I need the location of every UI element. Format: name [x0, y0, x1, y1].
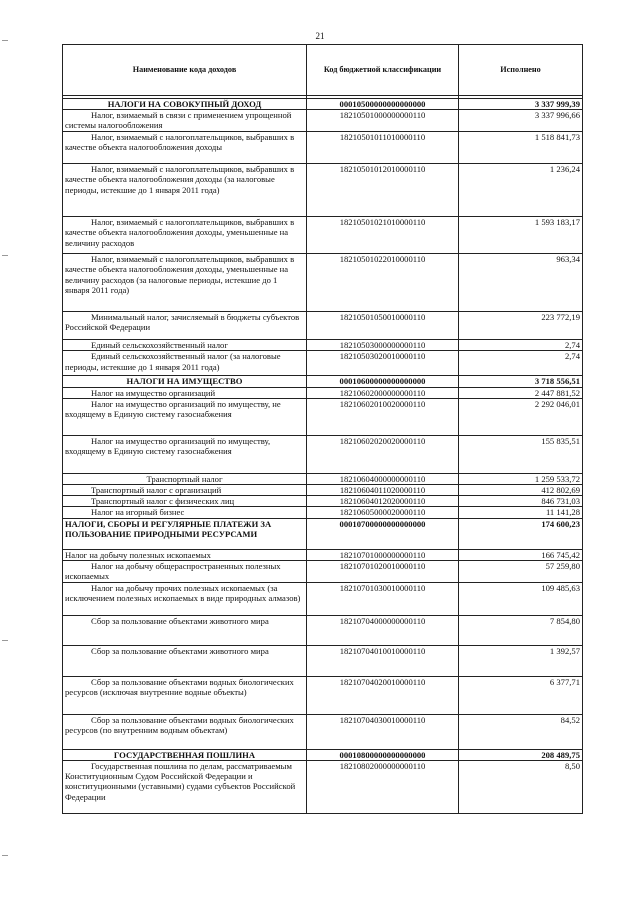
margin-mark: [2, 855, 8, 856]
row-code-cell: 18210701020010000110: [307, 560, 459, 582]
header-code: Код бюджетной классификации: [307, 45, 459, 96]
row-name-cell: Налог на добычу общераспространенных полезных ископаемых: [63, 560, 307, 582]
row-code-cell: 00010800000000000000: [307, 749, 459, 760]
table-row: [63, 714, 583, 749]
row-value-cell: 57 259,80: [459, 560, 583, 582]
row-name-cell: НАЛОГИ НА СОВОКУПНЫЙ ДОХОД: [63, 99, 307, 110]
row-code-cell: 18210605000020000110: [307, 507, 459, 518]
row-code-cell: 18210802000000000110: [307, 761, 459, 814]
table-row: [63, 549, 583, 560]
table-row: [63, 560, 583, 582]
row-code-cell: 18210701030010000110: [307, 582, 459, 615]
row-name-cell: Транспортный налог: [63, 473, 307, 484]
table-row: [63, 518, 583, 549]
row-name-cell: Сбор за пользование объектами животного мира: [63, 645, 307, 676]
table-row: [63, 376, 583, 387]
row-value-cell: 1 518 841,73: [459, 132, 583, 164]
table-row: [63, 398, 583, 435]
row-value-cell: 963,34: [459, 254, 583, 312]
row-name-cell: Налог на имущество организаций по имуществу, не входящему в Единую систему газоснабжения: [63, 398, 307, 435]
table-row: [63, 676, 583, 714]
row-value-cell: 109 485,63: [459, 582, 583, 615]
row-name-cell: Транспортный налог с организаций: [63, 485, 307, 496]
row-name-cell: Сбор за пользование объектами водных биологических ресурсов (исключая внутренние водные объекты): [63, 676, 307, 714]
table-row: [63, 254, 583, 312]
row-code-cell: 00010500000000000000: [307, 99, 459, 110]
row-code-cell: 00010700000000000000: [307, 518, 459, 549]
margin-mark: [2, 640, 8, 641]
row-name-cell: НАЛОГИ НА ИМУЩЕСТВО: [63, 376, 307, 387]
row-name-cell: Налог, взимаемый с налогоплательщиков, выбравших в качестве объекта налогообложения доходы (за налоговые периоды, истекшие до 1 января 2011 года): [63, 164, 307, 217]
margin-mark: [2, 40, 8, 41]
row-code-cell: 18210602020020000110: [307, 435, 459, 473]
row-value-cell: 846 731,03: [459, 496, 583, 507]
row-name-cell: Налог на добычу полезных ископаемых: [63, 549, 307, 560]
table-row: [63, 164, 583, 217]
table-row: [63, 351, 583, 376]
row-code-cell: 00010600000000000000: [307, 376, 459, 387]
table-row: [63, 582, 583, 615]
table-row: [63, 496, 583, 507]
row-code-cell: 18210501012010000110: [307, 164, 459, 217]
table-row: [63, 99, 583, 110]
table-header-row: [63, 45, 583, 96]
page-number: 21: [315, 31, 325, 41]
row-code-cell: 18210602000000000110: [307, 387, 459, 398]
row-value-cell: 166 745,42: [459, 549, 583, 560]
row-name-cell: Налог, взимаемый с налогоплательщиков, выбравших в качестве объекта налогообложения доходы, уменьшенные на величину расходов: [63, 217, 307, 254]
row-code-cell: 18210704010010000110: [307, 645, 459, 676]
row-code-cell: 18210501021010000110: [307, 217, 459, 254]
table-row: [63, 615, 583, 645]
margin-mark: [2, 255, 8, 256]
row-name-cell: Сбор за пользование объектами животного мира: [63, 615, 307, 645]
row-code-cell: 18210501022010000110: [307, 254, 459, 312]
row-value-cell: 7 854,80: [459, 615, 583, 645]
table-row: [63, 387, 583, 398]
row-name-cell: Налог на имущество организаций по имуществу, входящему в Единую систему газоснабжения: [63, 435, 307, 473]
row-code-cell: 18210704030010000110: [307, 714, 459, 749]
row-code-cell: 18210501050010000110: [307, 312, 459, 340]
row-value-cell: 8,50: [459, 761, 583, 814]
row-code-cell: 18210602010020000110: [307, 398, 459, 435]
row-name-cell: Налог на имущество организаций: [63, 387, 307, 398]
row-name-cell: Государственная пошлина по делам, рассматриваемым Конституционным Судом Российской Федерации и конституционными (уставными) судами субъектов Российской Федерации: [63, 761, 307, 814]
row-code-cell: 18210701000000000110: [307, 549, 459, 560]
row-code-cell: 18210501000000000110: [307, 110, 459, 132]
row-code-cell: 18210503020010000110: [307, 351, 459, 376]
table-body: [63, 99, 583, 814]
table-row: [63, 435, 583, 473]
row-code-cell: 18210503000000000110: [307, 340, 459, 351]
table-row: [63, 485, 583, 496]
header-name: Наименование кода доходов: [63, 45, 307, 96]
row-value-cell: 174 600,23: [459, 518, 583, 549]
row-value-cell: 412 802,69: [459, 485, 583, 496]
row-code-cell: 18210501011010000110: [307, 132, 459, 164]
row-value-cell: 1 259 533,72: [459, 473, 583, 484]
table-row: [63, 507, 583, 518]
row-value-cell: 2,74: [459, 340, 583, 351]
row-name-cell: Налог на игорный бизнес: [63, 507, 307, 518]
row-name-cell: Налог, взимаемый с налогоплательщиков, выбравших в качестве объекта налогообложения доходы: [63, 132, 307, 164]
row-name-cell: ГОСУДАРСТВЕННАЯ ПОШЛИНА: [63, 749, 307, 760]
row-value-cell: 1 392,57: [459, 645, 583, 676]
row-value-cell: 2 292 046,01: [459, 398, 583, 435]
row-value-cell: 155 835,51: [459, 435, 583, 473]
row-value-cell: 3 337 999,39: [459, 99, 583, 110]
row-name-cell: Налог на добычу прочих полезных ископаемых (за исключением полезных ископаемых в виде природных алмазов): [63, 582, 307, 615]
table-row: [63, 761, 583, 814]
row-value-cell: 2 447 881,52: [459, 387, 583, 398]
row-name-cell: Сбор за пользование объектами водных биологических ресурсов (по внутренним водным объектам): [63, 714, 307, 749]
table-row: [63, 132, 583, 164]
table-row: [63, 217, 583, 254]
row-value-cell: 1 593 183,17: [459, 217, 583, 254]
row-name-cell: Минимальный налог, зачисляемый в бюджеты субъектов Российской Федерации: [63, 312, 307, 340]
table-row: [63, 473, 583, 484]
row-value-cell: 2,74: [459, 351, 583, 376]
row-name-cell: Налог, взимаемый с налогоплательщиков, выбравших в качестве объекта налогообложения доходы, уменьшенные на величину расходов (за налоговые периоды, истекшие до 1 января 2011 года): [63, 254, 307, 312]
revenue-table: [62, 44, 583, 814]
row-value-cell: 3 337 996,66: [459, 110, 583, 132]
row-value-cell: 223 772,19: [459, 312, 583, 340]
row-code-cell: 18210604000000000110: [307, 473, 459, 484]
row-code-cell: 18210604012020000110: [307, 496, 459, 507]
row-name-cell: Единый сельскохозяйственный налог (за налоговые периоды, истекшие до 1 января 2011 года): [63, 351, 307, 376]
row-name-cell: Налог, взимаемый в связи с применением упрощенной системы налогообложения: [63, 110, 307, 132]
row-value-cell: 11 141,28: [459, 507, 583, 518]
row-value-cell: 208 489,75: [459, 749, 583, 760]
row-code-cell: 18210604011020000110: [307, 485, 459, 496]
row-name-cell: Единый сельскохозяйственный налог: [63, 340, 307, 351]
row-name-cell: Транспортный налог с физических лиц: [63, 496, 307, 507]
table-row: [63, 749, 583, 760]
row-code-cell: 18210704000000000110: [307, 615, 459, 645]
table-row: [63, 312, 583, 340]
table-row: [63, 645, 583, 676]
row-value-cell: 84,52: [459, 714, 583, 749]
row-value-cell: 3 718 556,51: [459, 376, 583, 387]
row-code-cell: 18210704020010000110: [307, 676, 459, 714]
header-value: Исполнено: [459, 45, 583, 96]
row-name-cell: НАЛОГИ, СБОРЫ И РЕГУЛЯРНЫЕ ПЛАТЕЖИ ЗА ПОЛЬЗОВАНИЕ ПРИРОДНЫМИ РЕСУРСАМИ: [63, 518, 307, 549]
row-value-cell: 1 236,24: [459, 164, 583, 217]
table-row: [63, 110, 583, 132]
row-value-cell: 6 377,71: [459, 676, 583, 714]
table-row: [63, 340, 583, 351]
